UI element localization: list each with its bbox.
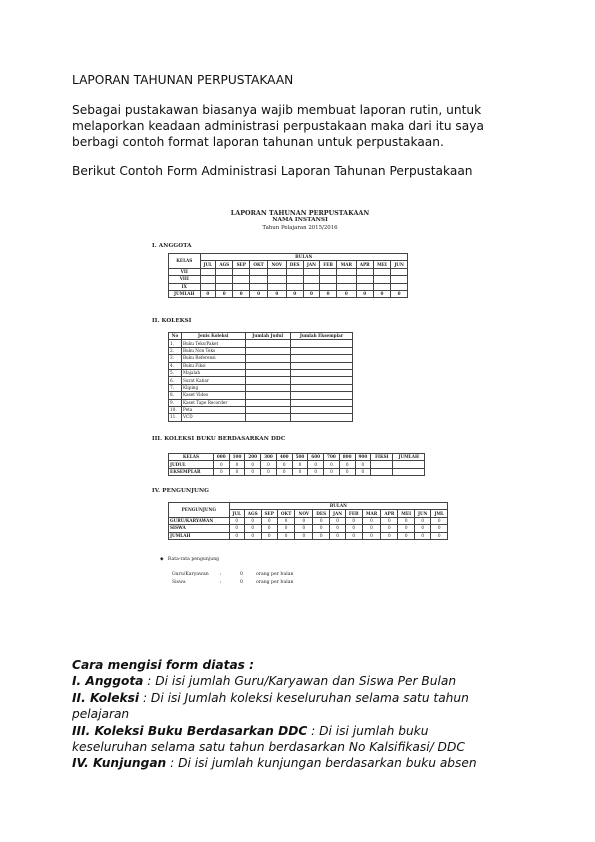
table-row bbox=[169, 454, 425, 461]
table-cell: Buku Fiksi bbox=[181, 362, 245, 369]
table-cell bbox=[286, 268, 303, 275]
table-cell bbox=[303, 276, 319, 283]
header-cell: 900 bbox=[355, 454, 371, 461]
table-cell: 0 bbox=[216, 290, 233, 297]
table-cell: 0 bbox=[277, 517, 295, 524]
header-cell: JUN bbox=[391, 261, 408, 268]
table-cell: 0 bbox=[398, 525, 415, 532]
header-cell: JUMLAH bbox=[393, 454, 425, 461]
table-cell: 0 bbox=[261, 461, 277, 468]
table-row bbox=[169, 362, 353, 369]
table-cell bbox=[393, 468, 425, 475]
table-cell bbox=[245, 406, 290, 413]
instruction-item: IV. Kunjungan : Di isi jumlah kunjungan berdasarkan buku absen bbox=[72, 756, 477, 771]
table-cell: 0 bbox=[292, 468, 308, 475]
table-cell: 0 bbox=[339, 461, 355, 468]
instruction-item: keseluruhan selama satu tahun berdasarkan No Kalsifikasi/ DDC bbox=[72, 739, 465, 754]
table-cell: 0 bbox=[373, 290, 390, 297]
header-cell: OKT bbox=[250, 261, 268, 268]
table-row bbox=[169, 532, 448, 539]
header-cell: 700 bbox=[324, 454, 340, 461]
table-cell: JUMLAH bbox=[169, 532, 230, 539]
header-cell: JAN bbox=[303, 261, 319, 268]
header-cell: BULAN bbox=[229, 503, 447, 510]
table-cell: 0 bbox=[268, 290, 286, 297]
table-row bbox=[169, 468, 425, 475]
table-cell bbox=[290, 340, 352, 347]
header-cell: 200 bbox=[245, 454, 261, 461]
table-cell: 0 bbox=[330, 517, 346, 524]
instruction-item: pelajaran bbox=[72, 707, 130, 722]
table-cell: 0 bbox=[292, 461, 308, 468]
header-cell: DES bbox=[286, 261, 303, 268]
table-cell: VIII bbox=[169, 276, 201, 283]
header-cell: 400 bbox=[276, 454, 292, 461]
header-cell: PENGUNJUNG bbox=[169, 503, 230, 518]
table-cell bbox=[245, 369, 290, 376]
table-cell: 0 bbox=[229, 461, 245, 468]
header-cell: MAR bbox=[362, 510, 381, 517]
table-cell bbox=[337, 276, 356, 283]
table-cell bbox=[290, 377, 352, 384]
table-row bbox=[169, 414, 353, 421]
table-cell bbox=[356, 268, 373, 275]
header-cell: Jumlah Eksemplar bbox=[290, 333, 352, 340]
table-cell: 5. bbox=[169, 369, 182, 376]
pengunjung-table bbox=[168, 502, 448, 540]
table-cell: 0 bbox=[362, 525, 381, 532]
table-cell: 4. bbox=[169, 362, 182, 369]
header-cell: FEB bbox=[320, 261, 337, 268]
table-cell: 0 bbox=[337, 290, 356, 297]
table-cell: 3. bbox=[169, 355, 182, 362]
table-cell bbox=[250, 283, 268, 290]
table-cell bbox=[320, 283, 337, 290]
header-cell: MEI bbox=[373, 261, 390, 268]
header-cell: JUL bbox=[200, 261, 216, 268]
table-cell: 0 bbox=[313, 525, 330, 532]
header-cell: NOV bbox=[268, 261, 286, 268]
table-cell bbox=[290, 347, 352, 354]
table-cell: 0 bbox=[330, 525, 346, 532]
table-cell bbox=[356, 276, 373, 283]
header-cell: Jenis Koleksi bbox=[181, 333, 245, 340]
instructions-heading: Cara mengisi form diatas : bbox=[72, 658, 255, 672]
table-cell bbox=[290, 369, 352, 376]
header-cell: JML bbox=[431, 510, 448, 517]
rata-row-siswa: Siswa : 0 orang per bulan bbox=[172, 580, 294, 585]
table-row bbox=[169, 461, 425, 468]
header-cell: JAN bbox=[330, 510, 346, 517]
table-cell: Buku Non Teks bbox=[181, 347, 245, 354]
table-cell bbox=[320, 276, 337, 283]
header-cell: Jumlah Judul bbox=[245, 333, 290, 340]
table-cell bbox=[320, 268, 337, 275]
table-cell bbox=[216, 268, 233, 275]
table-cell: 8. bbox=[169, 392, 182, 399]
table-cell: 0 bbox=[415, 517, 431, 524]
form-year: Tahun Pelajaran 2015/2016 bbox=[262, 225, 338, 231]
table-cell: JUDUL bbox=[169, 461, 214, 468]
table-cell: 1. bbox=[169, 340, 182, 347]
table-cell: 0 bbox=[308, 468, 324, 475]
table-cell bbox=[337, 268, 356, 275]
table-cell: 0 bbox=[362, 532, 381, 539]
table-cell bbox=[391, 276, 408, 283]
table-cell bbox=[391, 268, 408, 275]
table-cell bbox=[286, 276, 303, 283]
table-cell bbox=[268, 276, 286, 283]
table-cell: VII bbox=[169, 268, 201, 275]
table-cell: Kaset Tape Recorder bbox=[181, 399, 245, 406]
table-cell bbox=[245, 355, 290, 362]
table-cell: 0 bbox=[261, 468, 277, 475]
table-cell bbox=[290, 392, 352, 399]
instruction-item: I. Anggota : Di isi jumlah Guru/Karyawan dan Siswa Per Bulan bbox=[72, 674, 457, 689]
table-row bbox=[169, 503, 448, 510]
table-cell: 0 bbox=[276, 461, 292, 468]
table-cell bbox=[393, 461, 425, 468]
table-row bbox=[169, 276, 408, 283]
table-row bbox=[169, 268, 408, 275]
table-row bbox=[169, 254, 408, 261]
header-cell: FEB bbox=[345, 510, 362, 517]
header-cell: 600 bbox=[308, 454, 324, 461]
table-cell: 7. bbox=[169, 384, 182, 391]
table-cell bbox=[245, 347, 290, 354]
intro-paragraph bbox=[72, 102, 484, 150]
table-cell: 0 bbox=[303, 290, 319, 297]
table-cell bbox=[200, 276, 216, 283]
table-cell bbox=[268, 268, 286, 275]
header-cell: KELAS bbox=[169, 454, 214, 461]
header-cell: MEI bbox=[398, 510, 415, 517]
table-cell bbox=[373, 276, 390, 283]
table-cell: 0 bbox=[277, 525, 295, 532]
table-cell: 0 bbox=[313, 532, 330, 539]
table-cell: 0 bbox=[213, 468, 229, 475]
table-cell bbox=[290, 362, 352, 369]
table-cell bbox=[245, 384, 290, 391]
instruction-item: III. Koleksi Buku Berdasarkan DDC : Di isi jumlah buku bbox=[72, 723, 429, 738]
section-anggota-heading: I. ANGGOTA bbox=[152, 243, 192, 249]
table-cell: GURU/KARYAWAN bbox=[169, 517, 230, 524]
header-cell: SEP bbox=[261, 510, 277, 517]
table-row bbox=[169, 377, 353, 384]
table-row bbox=[169, 406, 353, 413]
table-cell: 0 bbox=[277, 532, 295, 539]
table-cell: Kaset Video bbox=[181, 392, 245, 399]
table-cell bbox=[200, 268, 216, 275]
table-cell bbox=[216, 276, 233, 283]
table-row bbox=[169, 333, 353, 340]
header-cell: OKT bbox=[277, 510, 295, 517]
table-cell bbox=[290, 355, 352, 362]
table-cell bbox=[216, 283, 233, 290]
paragraph-line: melaporkan keadaan administrasi perpustakaan maka dari itu saya bbox=[72, 119, 484, 133]
instructions bbox=[72, 657, 477, 772]
table-cell bbox=[373, 283, 390, 290]
table-cell: Surat Kabar bbox=[181, 377, 245, 384]
rata-heading: ◆ Rata-rata pengunjung bbox=[160, 557, 220, 562]
table-row bbox=[169, 355, 353, 362]
table-cell: 10. bbox=[169, 406, 182, 413]
table-cell: 11. bbox=[169, 414, 182, 421]
header-cell: JUL bbox=[229, 510, 244, 517]
table-cell bbox=[373, 268, 390, 275]
table-cell bbox=[250, 268, 268, 275]
table-cell: 0 bbox=[324, 461, 340, 468]
table-cell bbox=[233, 283, 250, 290]
table-cell: Buku Referensi bbox=[181, 355, 245, 362]
table-cell: 0 bbox=[244, 517, 261, 524]
form-intro: Berikut Contoh Form Administrasi Laporan Tahunan Perpustakaan bbox=[72, 164, 473, 178]
table-cell: 0 bbox=[381, 517, 398, 524]
table-cell bbox=[303, 283, 319, 290]
table-cell: 0 bbox=[245, 461, 261, 468]
table-cell: 0 bbox=[355, 468, 371, 475]
table-cell: 0 bbox=[415, 525, 431, 532]
table-row bbox=[169, 384, 353, 391]
table-cell: 0 bbox=[355, 461, 371, 468]
form-title: LAPORAN TAHUNAN PERPUSTAKAAN bbox=[230, 209, 370, 217]
table-cell: 0 bbox=[345, 525, 362, 532]
instruction-item: II. Koleksi : Di isi Jumlah koleksi keseluruhan selama satu tahun bbox=[72, 690, 469, 705]
table-cell: 0 bbox=[213, 461, 229, 468]
table-cell: 9. bbox=[169, 399, 182, 406]
table-row bbox=[169, 517, 448, 524]
table-cell: Peta bbox=[181, 406, 245, 413]
table-cell: 0 bbox=[324, 468, 340, 475]
header-cell: No bbox=[169, 333, 182, 340]
header-cell: KELAS bbox=[169, 254, 201, 269]
header-cell: AGS bbox=[244, 510, 261, 517]
header-cell: AGS bbox=[216, 261, 233, 268]
table-cell: 0 bbox=[261, 525, 277, 532]
header-cell: DES bbox=[313, 510, 330, 517]
header-cell: BULAN bbox=[200, 254, 407, 261]
table-row bbox=[169, 347, 353, 354]
table-cell: 0 bbox=[244, 525, 261, 532]
header-cell: MAR bbox=[337, 261, 356, 268]
table-cell: 0 bbox=[345, 532, 362, 539]
table-cell: 0 bbox=[362, 517, 381, 524]
table-cell: 0 bbox=[415, 532, 431, 539]
table-cell: 0 bbox=[229, 517, 244, 524]
table-row bbox=[169, 283, 408, 290]
table-cell: 0 bbox=[276, 468, 292, 475]
table-cell: 0 bbox=[431, 517, 448, 524]
table-row bbox=[169, 525, 448, 532]
header-cell: SEP bbox=[233, 261, 250, 268]
table-cell: 6. bbox=[169, 377, 182, 384]
table-cell: 0 bbox=[313, 517, 330, 524]
table-cell: 0 bbox=[245, 468, 261, 475]
table-cell: IX bbox=[169, 283, 201, 290]
table-row bbox=[169, 392, 353, 399]
table-cell: 0 bbox=[320, 290, 337, 297]
table-cell bbox=[303, 268, 319, 275]
table-cell bbox=[371, 468, 393, 475]
table-cell: EKSEMPLAR bbox=[169, 468, 214, 475]
table-cell: 0 bbox=[345, 517, 362, 524]
header-cell: NOV bbox=[295, 510, 313, 517]
header-cell: JUN bbox=[415, 510, 431, 517]
table-cell: 0 bbox=[229, 525, 244, 532]
table-cell bbox=[286, 283, 303, 290]
header-cell: 000 bbox=[213, 454, 229, 461]
table-cell: 0 bbox=[261, 532, 277, 539]
table-cell: 0 bbox=[295, 525, 313, 532]
table-cell bbox=[233, 276, 250, 283]
form-image bbox=[150, 205, 450, 595]
table-row bbox=[169, 340, 353, 347]
table-cell: 0 bbox=[339, 468, 355, 475]
table-cell: SISWA bbox=[169, 525, 230, 532]
table-cell: 0 bbox=[229, 468, 245, 475]
table-cell bbox=[268, 283, 286, 290]
header-cell: APR bbox=[356, 261, 373, 268]
table-cell bbox=[200, 283, 216, 290]
table-cell bbox=[250, 276, 268, 283]
rata-row-guru: Guru/Karyawan : 0 orang per bulan bbox=[172, 572, 294, 577]
table-cell: 0 bbox=[398, 532, 415, 539]
table-cell: Buku Teks/Paket bbox=[181, 340, 245, 347]
table-row bbox=[169, 261, 408, 268]
document-title: LAPORAN TAHUNAN PERPUSTAKAAN bbox=[72, 73, 294, 87]
ddc-table bbox=[168, 453, 425, 476]
section-pengunjung-heading: IV. PENGUNJUNG bbox=[152, 488, 210, 494]
paragraph-line: Sebagai pustakawan biasanya wajib membuat laporan rutin, untuk bbox=[72, 103, 482, 117]
table-cell: 0 bbox=[286, 290, 303, 297]
section-koleksi-heading: II. KOLEKSI bbox=[152, 318, 192, 324]
header-cell: FIKSI bbox=[371, 454, 393, 461]
header-cell: 500 bbox=[292, 454, 308, 461]
table-cell: 0 bbox=[308, 461, 324, 468]
table-cell bbox=[245, 414, 290, 421]
table-cell: 0 bbox=[398, 517, 415, 524]
table-cell bbox=[245, 377, 290, 384]
table-cell bbox=[337, 283, 356, 290]
table-cell bbox=[290, 399, 352, 406]
table-cell: 0 bbox=[431, 532, 448, 539]
table-cell: 0 bbox=[200, 290, 216, 297]
table-cell bbox=[245, 399, 290, 406]
table-cell: 0 bbox=[330, 532, 346, 539]
section-ddc-heading: III. KOLEKSI BUKU BERDASARKAN DDC bbox=[152, 436, 286, 442]
header-cell: APR bbox=[381, 510, 398, 517]
table-row bbox=[169, 369, 353, 376]
koleksi-table bbox=[168, 332, 353, 422]
table-cell: 0 bbox=[295, 517, 313, 524]
header-cell: 800 bbox=[339, 454, 355, 461]
table-cell: Kliping bbox=[181, 384, 245, 391]
table-cell: 0 bbox=[356, 290, 373, 297]
table-cell: 0 bbox=[229, 532, 244, 539]
table-cell: 0 bbox=[391, 290, 408, 297]
table-cell bbox=[233, 268, 250, 275]
table-cell: 0 bbox=[244, 532, 261, 539]
table-cell bbox=[245, 340, 290, 347]
table-cell: 0 bbox=[431, 525, 448, 532]
table-cell: 0 bbox=[381, 525, 398, 532]
table-cell: 0 bbox=[261, 517, 277, 524]
table-cell: JUMLAH bbox=[169, 290, 201, 297]
table-cell: Majalah bbox=[181, 369, 245, 376]
table-cell bbox=[356, 283, 373, 290]
table-cell: 0 bbox=[381, 532, 398, 539]
header-cell: 100 bbox=[229, 454, 245, 461]
table-row bbox=[169, 290, 408, 297]
table-cell bbox=[391, 283, 408, 290]
table-cell: 0 bbox=[250, 290, 268, 297]
paragraph-line: berbagi contoh format laporan tahunan untuk perpustakaan. bbox=[72, 135, 444, 149]
anggota-table bbox=[168, 253, 408, 298]
table-cell: VCD bbox=[181, 414, 245, 421]
table-cell: 0 bbox=[233, 290, 250, 297]
table-cell bbox=[371, 461, 393, 468]
table-cell bbox=[290, 414, 352, 421]
table-cell bbox=[245, 362, 290, 369]
table-row bbox=[169, 399, 353, 406]
table-cell bbox=[290, 384, 352, 391]
table-cell: 2. bbox=[169, 347, 182, 354]
table-cell bbox=[290, 406, 352, 413]
header-cell: 300 bbox=[261, 454, 277, 461]
table-cell bbox=[245, 392, 290, 399]
table-cell: 0 bbox=[295, 532, 313, 539]
form-institution: NAMA INSTANSI bbox=[272, 217, 328, 223]
